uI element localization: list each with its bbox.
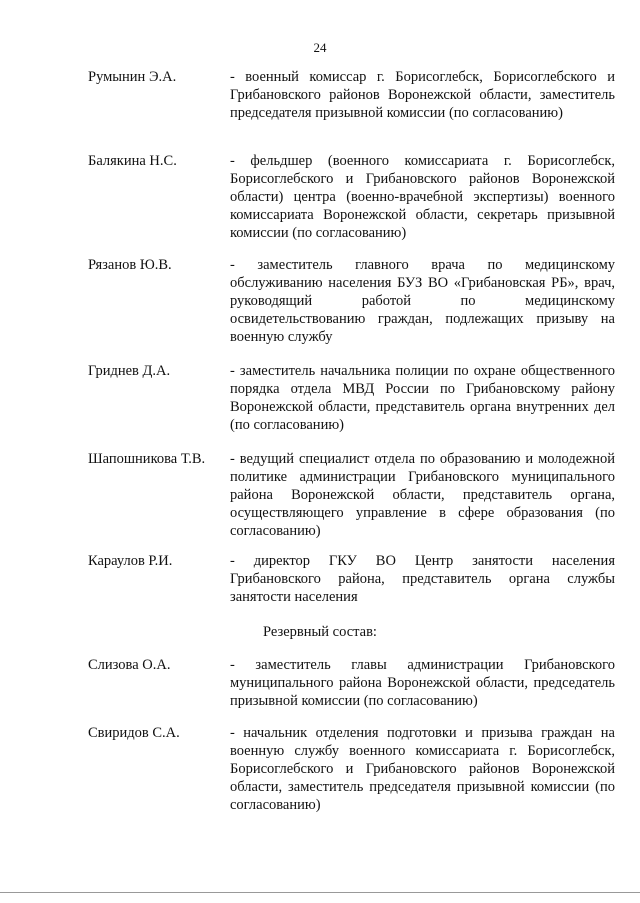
member-description: - директор ГКУ ВО Центр занятости населения Грибановского района, представитель органа службы занятости населения [230,553,615,605]
bottom-divider [0,892,640,893]
member-description: - ведущий специалист отдела по образованию и молодежной политике администрации Грибановского муниципального района Воронежской области, представитель органа, осуществляющего управление в сфере образования (по согласованию) [230,451,615,539]
member-description: - заместитель начальника полиции по охране общественного порядка отдела МВД России по Грибановскому району Воронежской области, представитель органа внутренних дел (по согласованию) [230,363,615,433]
member-description: - фельдшер (военного комиссариата г. Борисоглебск, Борисоглебского и Грибановского районов Воронежской области) центра (военно-врачебной экспертизы) военного комиссариата Воронежской области, секретарь призывной комиссии (по согласованию) [230,153,615,241]
member-description: - заместитель главы администрации Грибановского муниципального района Воронежской области, председатель призывной комиссии (по согласованию) [230,657,615,709]
member-name: Караулов Р.И. [88,553,173,569]
member-name: Гриднев Д.А. [88,363,171,379]
member-name: Свиридов С.А. [88,725,180,741]
member-name: Румынин Э.А. [88,69,177,85]
member-name: Слизова О.А. [88,657,171,673]
reserve-section-title: Резервный состав: [263,624,377,640]
member-description: - заместитель главного врача по медицинскому обслуживанию населения БУЗ ВО «Грибановская РБ», врач, руководящий работой по медицинскому освидетельствованию граждан, подлежащих призыву на военную службу [230,257,615,345]
member-name: Рязанов Ю.В. [88,257,172,273]
member-name: Балякина Н.С. [88,153,177,169]
member-name: Шапошникова Т.В. [88,451,206,467]
member-description: - военный комиссар г. Борисоглебск, Борисоглебского и Грибановского районов Воронежской области, заместитель председателя призывной комиссии (по согласованию) [230,69,615,121]
page-number: 24 [313,40,327,55]
member-description: - начальник отделения подготовки и призыва граждан на военную службу военного комиссариата г. Борисоглебск, Борисоглебского и Грибановского районов Воронежской области, заместитель председателя призывной комиссии (по согласованию) [230,725,615,813]
